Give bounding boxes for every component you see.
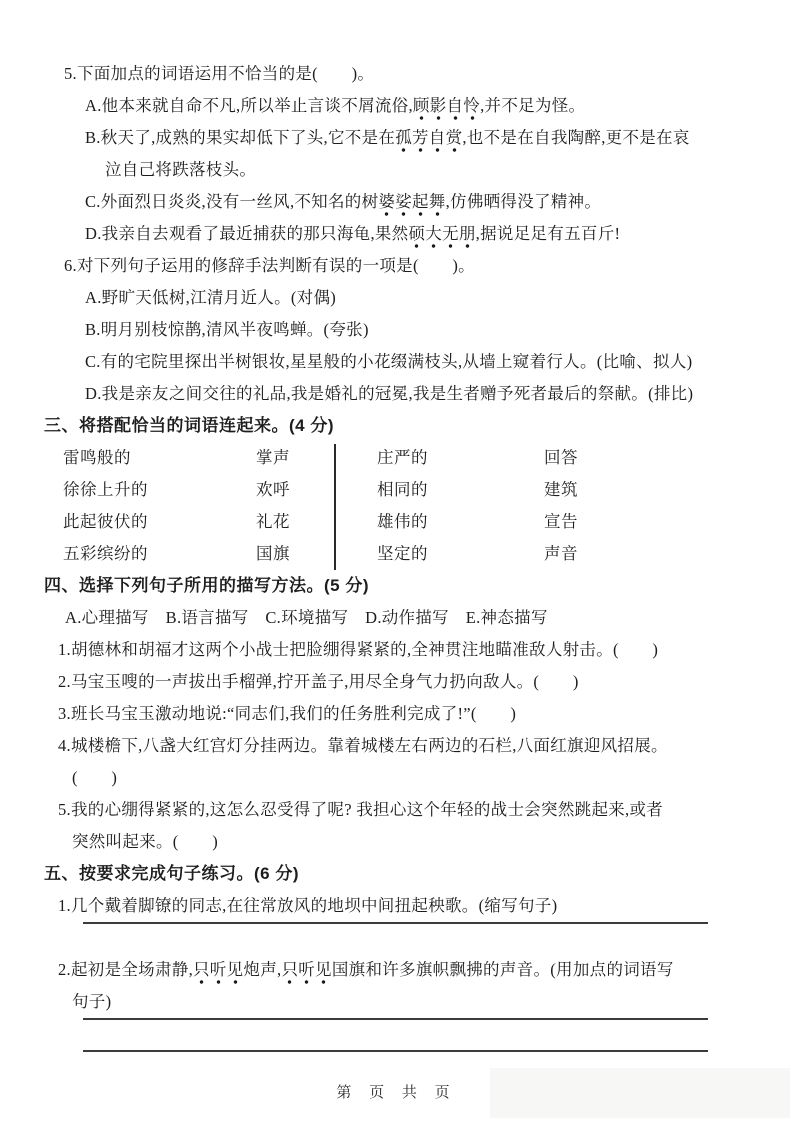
section-4-item-2: 2.马宝玉嗖的一声拔出手榴弹,拧开盖子,用尽全身气力扔向敌人。( ) [58, 672, 579, 691]
section-4-item-5-continuation: 突然叫起来。( ) [72, 832, 218, 851]
emphasized-word: 婆娑起舞 [378, 192, 445, 217]
match-word: 坚定的 [377, 544, 428, 563]
section-5-sentence-practice [44, 858, 793, 1082]
question-6-option-b: B.明月别枝惊鹊,清风半夜鸣蝉。(夸张) [85, 320, 369, 339]
match-word: 徐徐上升的 [63, 480, 148, 499]
match-word: 庄严的 [377, 448, 428, 467]
section-5-item-1: 1.几个戴着脚镣的同志,在往常放风的地坝中间扭起秧歌。(缩写句子) [58, 896, 558, 915]
section-4-header: 四、选择下列句子所用的描写方法。(5 分) [44, 576, 369, 595]
match-word: 宣告 [544, 512, 578, 531]
section-5-header: 五、按要求完成句子练习。(6 分) [44, 864, 299, 883]
emphasized-word: 只听见 [281, 960, 331, 985]
question-5-option-b-continuation: 泣自己将跌落枝头。 [105, 160, 257, 179]
question-5-option-c: C.外面烈日炎炎,没有一丝风,不知名的树婆娑起舞,仿佛晒得没了精神。 [85, 186, 793, 218]
question-6-option-a: A.野旷天低树,江清月近人。(对偶) [85, 288, 337, 307]
question-6-option-d: D.我是亲友之间交往的礼品,我是婚礼的冠冕,我是生者赠予死者最后的祭献。(排比) [85, 384, 694, 403]
question-5-option-b: B.秋天了,成熟的果实却低下了头,它不是在孤芳自赏,也不是在自我陶醉,更不是在哀 [85, 122, 793, 154]
question-5-option-a: A.他本来就自命不凡,所以举止言谈不屑流俗,顾影自怜,并不足为怪。 [85, 90, 793, 122]
section-4-item-5: 5.我的心绷得紧紧的,这怎么忍受得了呢? 我担心这个年轻的战士会突然跳起来,或者 [58, 800, 664, 819]
matching-divider-line [334, 444, 336, 570]
answer-line [83, 1018, 708, 1050]
match-word: 雷鸣般的 [63, 448, 131, 467]
question-5-option-d: D.我亲自去观看了最近捕获的那只海龟,果然硕大无朋,据说足足有五百斤! [85, 218, 793, 250]
section-4-item-1: 1.胡德林和胡福才这两个小战士把脸绷得紧紧的,全神贯注地瞄准敌人射击。( ) [58, 640, 659, 659]
match-word: 国旗 [256, 544, 290, 563]
question-5-stem: 5.下面加点的词语运用不恰当的是( )。 [64, 64, 375, 83]
match-word: 掌声 [256, 448, 290, 467]
section-3-header: 三、将搭配恰当的词语连起来。(4 分) [44, 416, 334, 435]
match-word: 声音 [544, 544, 578, 563]
emphasized-word: 顾影自怜 [413, 96, 480, 121]
matching-right-nouns [544, 442, 793, 570]
section-5-item-2: 2.起初是全场肃静,只听见炮声,只听见国旗和许多旗帜飘拂的声音。(用加点的词语写 [58, 954, 793, 986]
matching-left-nouns [256, 442, 334, 570]
emphasized-word: 硕大无朋 [408, 224, 475, 249]
answer-line [83, 922, 708, 954]
section-4-item-4: 4.城楼檐下,八盏大红宫灯分挂两边。靠着城楼左右两边的石栏,八面红旗迎风招展。 [58, 736, 668, 755]
question-6 [60, 250, 793, 410]
section-5-item-2-continuation: 句子) [72, 992, 112, 1011]
match-word: 此起彼伏的 [63, 512, 148, 531]
match-word: 相同的 [377, 480, 428, 499]
match-word: 雄伟的 [377, 512, 428, 531]
section-4-item-3: 3.班长马宝玉激动地说:“同志们,我们的任务胜利完成了!”( ) [58, 704, 517, 723]
emphasized-word: 孤芳自赏 [395, 128, 462, 153]
page-footer: 第 页 共 页 [336, 1085, 457, 1101]
match-word: 建筑 [544, 480, 578, 499]
emphasized-word: 只听见 [193, 960, 243, 985]
section-4-item-4-answer-parens: ( ) [72, 768, 118, 787]
question-6-option-c: C.有的宅院里探出半树银妆,星星般的小花缀满枝头,从墙上窥着行人。(比喻、拟人) [85, 352, 693, 371]
section-4-method-choices: A.心理描写 B.语言描写 C.环境描写 D.动作描写 E.神态描写 [65, 608, 548, 627]
match-word: 五彩缤纷的 [63, 544, 148, 563]
match-word: 欢呼 [256, 480, 290, 499]
section-3-matching [44, 410, 793, 570]
matching-exercise [63, 442, 793, 570]
section-4-description-methods [44, 570, 793, 858]
question-6-stem: 6.对下列句子运用的修辞手法判断有误的一项是( )。 [64, 256, 475, 275]
match-word: 回答 [544, 448, 578, 467]
matching-right-modifiers [377, 442, 544, 570]
match-word: 礼花 [256, 512, 290, 531]
answer-line [83, 1050, 708, 1082]
question-5 [60, 58, 793, 250]
matching-left-modifiers [63, 442, 256, 570]
